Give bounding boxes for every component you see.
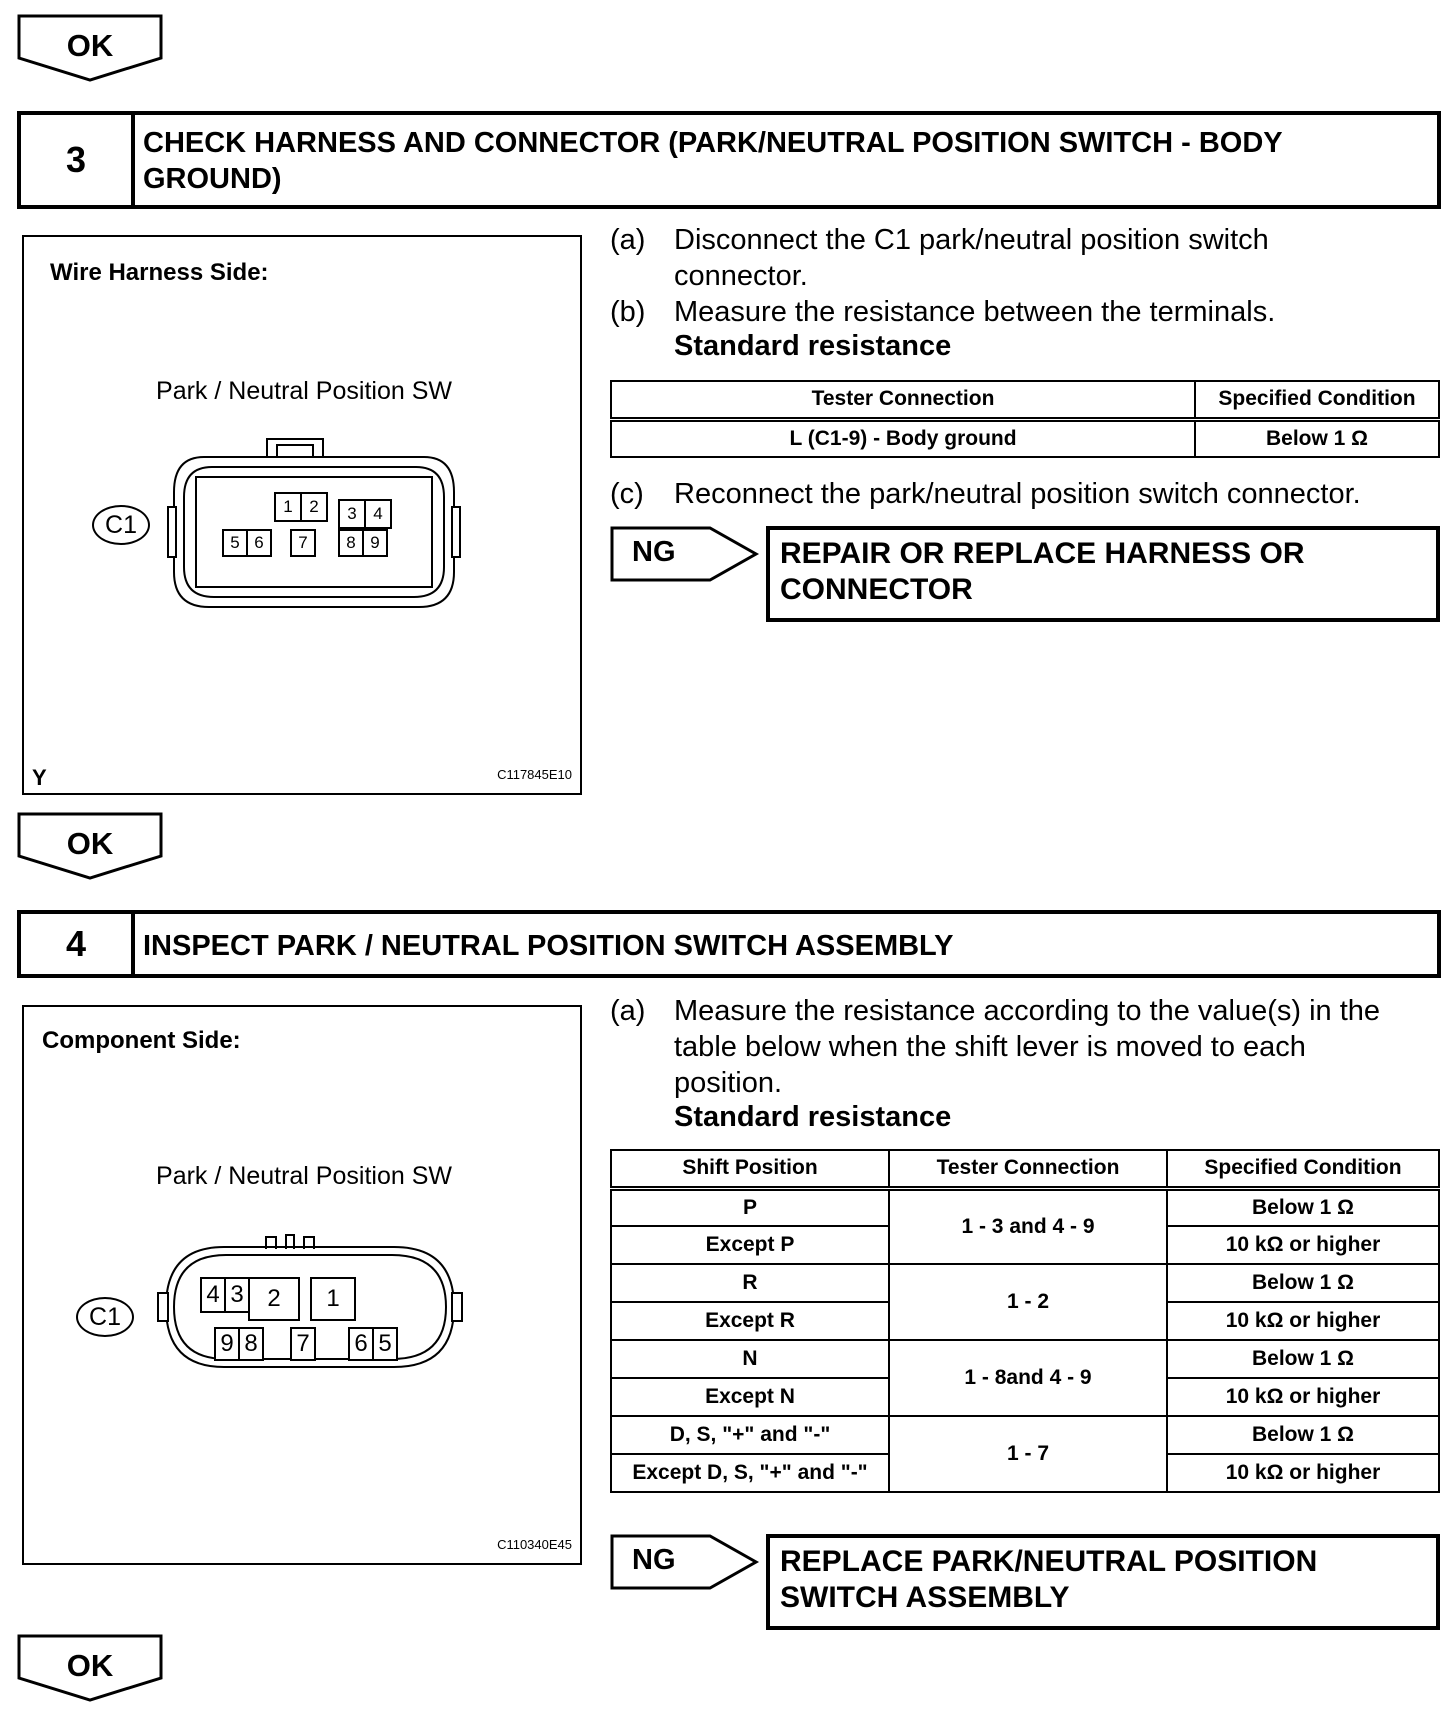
standard-resistance-label: Standard resistance: [674, 1101, 952, 1133]
step-title: [143, 125, 1417, 197]
table-cell: N: [611, 1340, 889, 1378]
table-header: Tester Connection: [611, 381, 1195, 419]
table-header: Specified Condition: [1195, 381, 1439, 419]
ng-label: NG: [632, 536, 676, 568]
ok-arrow-badge: [17, 14, 179, 106]
step-text: Measure the resistance between the terminals.: [674, 296, 1276, 328]
standard-resistance-label: Standard resistance: [674, 330, 952, 362]
ng-action-box: [766, 526, 1440, 622]
ok-arrow-badge: [17, 812, 179, 904]
table-cell: Below 1 Ω: [1167, 1340, 1439, 1378]
step-number: 4: [21, 914, 135, 974]
step-letter: (c): [610, 478, 644, 510]
ok-label: OK: [66, 1648, 114, 1683]
pin: 5: [372, 1327, 398, 1361]
figure-caption: Park / Neutral Position SW: [156, 377, 452, 405]
instruction-step-c: [610, 476, 1440, 516]
table-cell: Below 1 Ω: [1167, 1188, 1439, 1226]
table-cell: 10 kΩ or higher: [1167, 1226, 1439, 1264]
pin: 6: [246, 529, 272, 557]
step-number: 3: [21, 115, 135, 205]
pin: 1: [310, 1277, 356, 1321]
table-cell: Below 1 Ω: [1167, 1416, 1439, 1454]
pin: 2: [248, 1277, 300, 1321]
table-cell: D, S, "+" and "-": [611, 1416, 889, 1454]
table-cell: 10 kΩ or higher: [1167, 1454, 1439, 1492]
step-text-line: Measure the resistance according to the value(s) in the: [674, 995, 1381, 1027]
step-4-header: [17, 910, 1441, 978]
step-title: INSPECT PARK / NEUTRAL POSITION SWITCH ASSEMBLY: [143, 930, 954, 962]
pin: 3: [338, 499, 366, 529]
pin: 4: [200, 1277, 226, 1313]
table-row: [611, 1416, 1439, 1454]
pin: 9: [362, 529, 388, 557]
table-header: Shift Position: [611, 1150, 889, 1188]
action-line: SWITCH ASSEMBLY: [780, 1581, 1070, 1614]
table-cell: 1 - 8and 4 - 9: [889, 1340, 1167, 1416]
step-text: [674, 993, 1444, 1101]
step-text: Reconnect the park/neutral position switch connector.: [674, 478, 1361, 510]
ok-label: OK: [66, 28, 114, 63]
ok-label: OK: [66, 826, 114, 861]
table-cell: 10 kΩ or higher: [1167, 1378, 1439, 1416]
table-cell: 1 - 2: [889, 1264, 1167, 1340]
step-3-header: [17, 111, 1441, 209]
table-cell: L (C1-9) - Body ground: [611, 419, 1195, 457]
table-cell: Below 1 Ω: [1195, 419, 1439, 457]
step-letter: (a): [610, 224, 646, 256]
step3-spec-table: [610, 380, 1440, 458]
table-header: Tester Connection: [889, 1150, 1167, 1188]
step-text-line: position.: [674, 1067, 783, 1099]
table-cell: 1 - 3 and 4 - 9: [889, 1188, 1167, 1264]
pin: 8: [338, 529, 364, 557]
pin: 7: [290, 529, 316, 557]
pin: 7: [290, 1327, 316, 1361]
table-cell: Except N: [611, 1378, 889, 1416]
figure-code: C117845E10: [497, 767, 572, 782]
instruction-step-a: [610, 993, 1440, 1103]
step-letter: (a): [610, 995, 646, 1027]
figure-code: C110340E45: [497, 1537, 572, 1552]
figure-side-label: Wire Harness Side:: [50, 259, 269, 286]
pin: 4: [364, 499, 392, 529]
ng-arrow-badge: [610, 1534, 760, 1594]
table-cell: P: [611, 1188, 889, 1226]
figure-caption: Park / Neutral Position SW: [156, 1162, 452, 1190]
table-cell: Except P: [611, 1226, 889, 1264]
component-side-figure: [22, 1005, 582, 1565]
table-cell: R: [611, 1264, 889, 1302]
step-title-line: CHECK HARNESS AND CONNECTOR (PARK/NEUTRAL POSITION SWITCH - BODY: [143, 127, 1283, 159]
table-row: [611, 1188, 1439, 1226]
instruction-step-b: [610, 294, 1440, 334]
instruction-step-a: [610, 222, 1440, 302]
step-letter: (b): [610, 296, 646, 328]
connector-c1-label: C1: [76, 1297, 134, 1337]
step-text-line: table below when the shift lever is moved to each: [674, 1031, 1306, 1063]
figure-side-label: Component Side:: [42, 1027, 241, 1054]
table-cell: Except R: [611, 1302, 889, 1340]
pin: 5: [222, 529, 248, 557]
table-cell: 10 kΩ or higher: [1167, 1302, 1439, 1340]
pin: 9: [214, 1327, 240, 1361]
pin: 3: [224, 1277, 250, 1313]
ng-action-box: [766, 1534, 1440, 1630]
pin: 1: [274, 492, 302, 522]
table-row: [611, 1264, 1439, 1302]
action-line: REPAIR OR REPLACE HARNESS OR: [780, 537, 1305, 570]
table-row: [611, 419, 1439, 457]
step4-spec-table: [610, 1149, 1440, 1493]
pin: 8: [238, 1327, 264, 1361]
table-cell: Below 1 Ω: [1167, 1264, 1439, 1302]
pin: 6: [348, 1327, 374, 1361]
table-header: Specified Condition: [1167, 1150, 1439, 1188]
ok-arrow-badge: [17, 1634, 179, 1726]
pin: 2: [300, 492, 328, 522]
wire-harness-figure: [22, 235, 582, 795]
ng-arrow-badge: [610, 526, 760, 586]
step-text: [674, 222, 1434, 294]
step-text-line: Disconnect the C1 park/neutral position switch: [674, 224, 1269, 256]
table-cell: Except D, S, "+" and "-": [611, 1454, 889, 1492]
table-row: [611, 1340, 1439, 1378]
connector-c1-label: C1: [92, 505, 150, 545]
step-text-line: connector.: [674, 260, 808, 292]
action-line: REPLACE PARK/NEUTRAL POSITION: [780, 1545, 1318, 1578]
step-title-line: GROUND): [143, 163, 282, 195]
figure-corner-mark: Y: [32, 765, 47, 790]
ng-label: NG: [632, 1544, 676, 1576]
table-cell: 1 - 7: [889, 1416, 1167, 1492]
action-line: CONNECTOR: [780, 573, 973, 606]
